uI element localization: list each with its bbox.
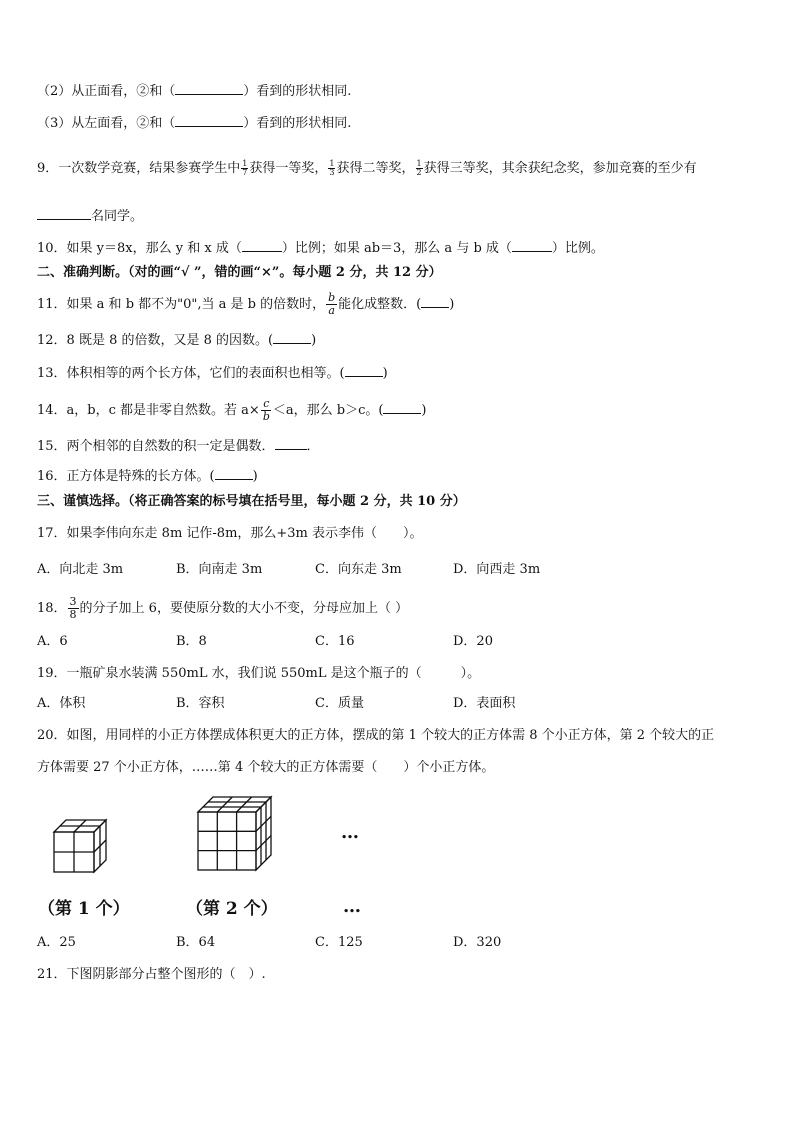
answer-blank[interactable] <box>345 364 383 377</box>
option-c[interactable]: C．125 <box>315 935 363 950</box>
option-b[interactable]: B．64 <box>176 935 216 950</box>
fraction: $\frac{1}{2}$ <box>416 159 422 177</box>
option-c[interactable]: C．质量 <box>315 696 364 711</box>
answer-blank[interactable] <box>175 82 243 95</box>
fraction: $\frac{1}{7}$ <box>242 159 248 177</box>
question-20-line2: 方体需要 27 个小正方体，……第 4 个较大的正方体需要（ ）个小正方体。 <box>37 760 495 775</box>
option-c[interactable]: C．向东走 3m <box>315 562 402 577</box>
question-21: 21．下图阴影部分占整个图形的（ ）. <box>37 967 266 982</box>
option-a[interactable]: A．向北走 3m <box>37 562 124 577</box>
option-d[interactable]: D．表面积 <box>453 696 516 711</box>
question-18: 18． $\frac{3}{8}$ 的分子加上 6，要使原分数的大小不变，分母应加上（ ） <box>37 595 409 621</box>
answer-blank[interactable] <box>242 239 282 252</box>
fraction-three-eighths: $\frac{3}{8}$ <box>69 595 77 621</box>
option-a[interactable]: A．25 <box>37 935 76 950</box>
section-heading-choice: 三、谨慎选择。（将正确答案的标号填在括号里，每小题 2 分，共 10 分） <box>37 494 466 509</box>
answer-blank[interactable] <box>175 114 243 127</box>
figure-caption-1: （第 1 个） <box>38 899 130 919</box>
question-13: 13．体积相等的两个长方体，它们的表面积也相等。( ) <box>37 366 388 381</box>
q8-part2: （2）从正面看，②和（ ）看到的形状相同. <box>37 84 352 99</box>
fraction-b-over-a: $\frac{b}{a}$ <box>328 291 336 317</box>
answer-blank[interactable] <box>383 401 421 414</box>
ellipsis-bottom: … <box>343 896 361 917</box>
question-10: 10．如果 y＝8x，那么 y 和 x 成（ ）比例；如果 ab＝3，那么 a 与 b 成（ ）比例。 <box>37 241 604 256</box>
question-19: 19．一瓶矿泉水装满 550mL 水，我们说 550mL 是这个瓶子的（ ）。 <box>37 666 481 681</box>
q8-part3: （3）从左面看，②和（ ）看到的形状相同. <box>37 116 352 131</box>
question-20-line1: 20．如图，用同样的小正方体摆成体积更大的正方体，摆成的第 1 个较大的正方体需 8 个小正方体，第 2 个较大的正 <box>37 728 715 743</box>
option-c[interactable]: C．16 <box>315 634 355 649</box>
answer-blank[interactable] <box>215 467 253 480</box>
ellipsis-top: … <box>341 822 359 843</box>
question-12: 12．8 既是 8 的倍数，又是 8 的因数。( ) <box>37 333 317 348</box>
option-b[interactable]: B．容积 <box>176 696 225 711</box>
fraction-c-over-b: $\frac{c}{b}$ <box>262 397 270 423</box>
option-b[interactable]: B．向南走 3m <box>176 562 263 577</box>
option-d[interactable]: D．向西走 3m <box>453 562 541 577</box>
answer-blank[interactable] <box>273 331 311 344</box>
cube-figure-2 <box>196 795 274 873</box>
answer-blank[interactable] <box>37 207 91 220</box>
answer-blank[interactable] <box>421 295 449 308</box>
fraction: $\frac{1}{3}$ <box>329 159 335 177</box>
cube-figure-1 <box>52 818 108 874</box>
answer-blank[interactable] <box>512 239 552 252</box>
answer-blank[interactable] <box>275 437 307 450</box>
option-a[interactable]: A．6 <box>37 634 68 649</box>
question-9-tail: 名同学。 <box>37 207 143 226</box>
option-d[interactable]: D．320 <box>453 935 502 950</box>
option-b[interactable]: B．8 <box>176 634 207 649</box>
option-a[interactable]: A．体积 <box>37 696 86 711</box>
question-14: 14．a，b，c 都是非零自然数。若 a× $\frac{c}{b}$ ＜a，那么 b＞c。( ) <box>37 397 427 423</box>
question-9: 9．一次数学竞赛，结果参赛学生中 $\frac{1}{7}$ 获得一等奖， $\frac{1}{3}$ 获得二等奖， $\frac{1}{2}$ 获得三等奖，其余获纪念奖，参加竞赛的至少有 <box>37 159 697 177</box>
question-11: 11．如果 a 和 b 都不为"0",当 a 是 b 的倍数时， $\frac{b}{a}$ 能化成整数．( ) <box>37 291 455 317</box>
question-16: 16．正方体是特殊的长方体。( ) <box>37 469 258 484</box>
figure-caption-2: （第 2 个） <box>186 899 278 919</box>
option-d[interactable]: D．20 <box>453 634 493 649</box>
question-17: 17．如果李伟向东走 8m 记作-8m，那么+3m 表示李伟（ ）。 <box>37 526 423 541</box>
section-heading-judgement: 二、准确判断。（对的画“√ ”，错的画“×”。每小题 2 分，共 12 分） <box>37 265 442 280</box>
question-15: 15．两个相邻的自然数的积一定是偶数． ． <box>37 439 320 454</box>
